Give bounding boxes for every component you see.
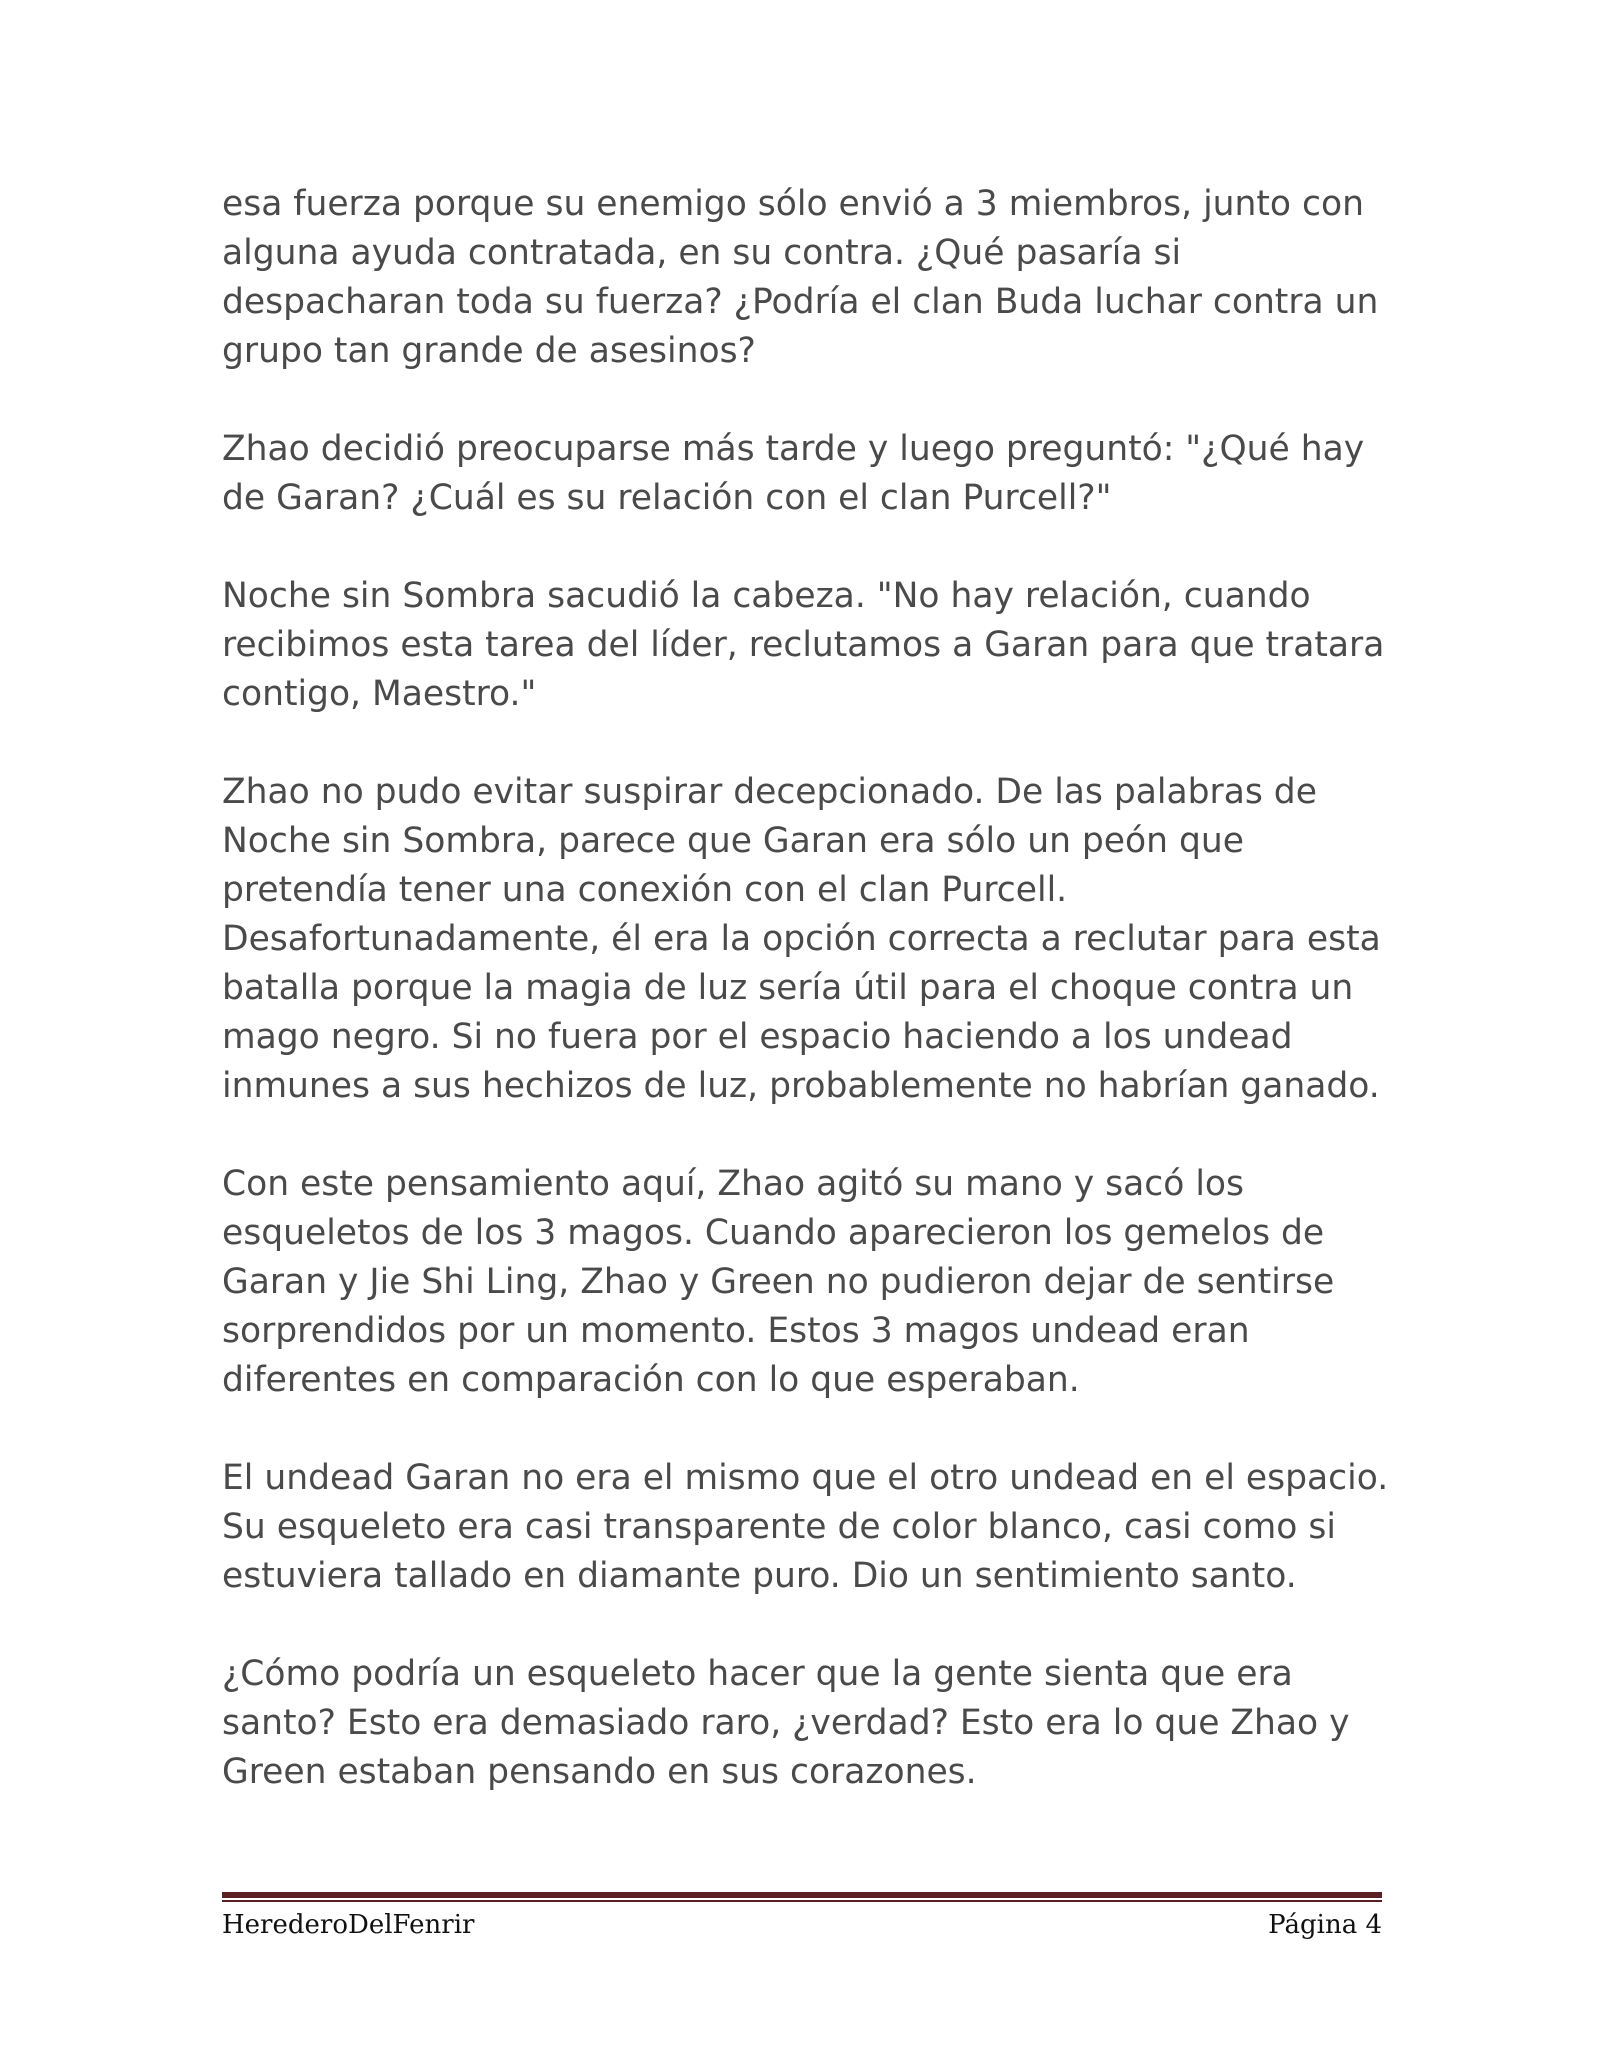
paragraph-1: esa fuerza porque su enemigo sólo envió a 3 miembros, junto con alguna ayuda contratada, en su contra. ¿Qué pasaría si despacharan toda su fuerza? ¿Podría el clan Buda luchar contra un grupo tan grande de asesinos?	[222, 184, 1379, 371]
page-footer	[222, 1910, 1382, 1950]
footer-page-number: Página 4	[1268, 1910, 1382, 1940]
paragraph-4: Zhao no pudo evitar suspirar decepcionado. De las palabras de Noche sin Sombra, parece que Garan era sólo un peón que pretendía tener una conexión con el clan Purcell. Desafortunadamente, él era la opción correcta a reclutar para esta batalla porque la magia de luz sería útil para el choque contra un mago negro. Si no fuera por el espacio haciendo a los undead inmunes a sus hechizos de luz, probablemente no habrían ganado.	[222, 772, 1381, 1106]
paragraph-6: El undead Garan no era el mismo que el otro undead en el espacio. Su esqueleto era casi transparente de color blanco, casi como si estuviera tallado en diamante puro. Dio un sentimiento santo.	[222, 1458, 1389, 1596]
document-body	[222, 180, 1392, 1846]
footer-divider	[222, 1892, 1382, 1902]
paragraph-2: Zhao decidió preocuparse más tarde y luego preguntó: "¿Qué hay de Garan? ¿Cuál es su relación con el clan Purcell?"	[222, 429, 1365, 518]
paragraph-7: ¿Cómo podría un esqueleto hacer que la gente sienta que era santo? Esto era demasiado raro, ¿verdad? Esto era lo que Zhao y Green estaban pensando en sus corazones.	[222, 1654, 1350, 1792]
footer-author: HerederoDelFenrir	[222, 1910, 475, 1940]
paragraph-3: Noche sin Sombra sacudió la cabeza. "No hay relación, cuando recibimos esta tarea del líder, reclutamos a Garan para que tratara contigo, Maestro."	[222, 576, 1385, 714]
paragraph-5: Con este pensamiento aquí, Zhao agitó su mano y sacó los esqueletos de los 3 magos. Cuando aparecieron los gemelos de Garan y Jie Shi Ling, Zhao y Green no pudieron dejar de sentirse sorprendidos por un momento. Estos 3 magos undead eran diferentes en comparación con lo que esperaban.	[222, 1164, 1335, 1400]
